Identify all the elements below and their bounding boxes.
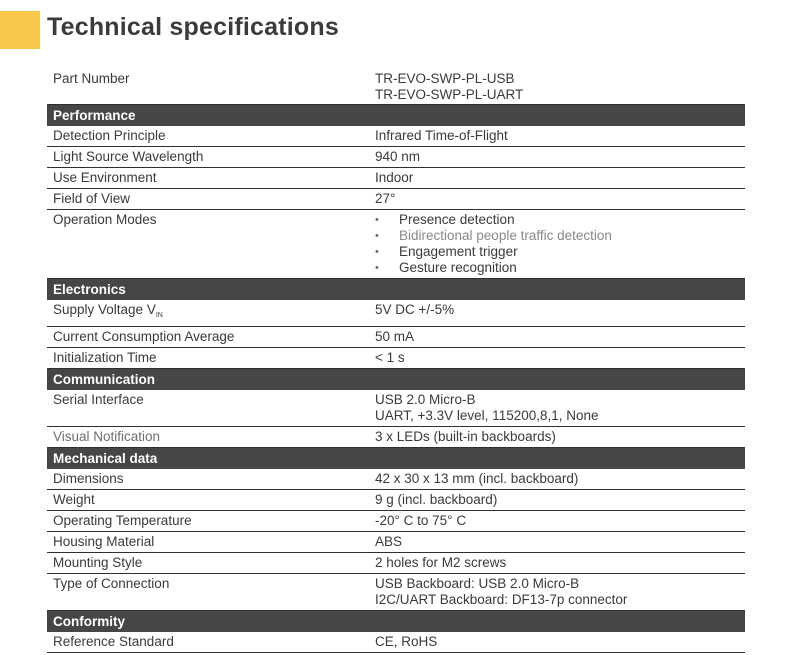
- part-number-usb: TR-EVO-SWP-PL-USB: [375, 71, 515, 86]
- row-value: 2 holes for M2 screws: [375, 555, 507, 570]
- row-value: [375, 576, 745, 608]
- row-reference-standard: [47, 632, 745, 653]
- section-electronics: Electronics: [47, 279, 745, 300]
- row-label: Field of View: [53, 191, 131, 206]
- row-label: Current Consumption Average: [53, 329, 235, 344]
- row-value: [375, 392, 745, 424]
- row-label: Operating Temperature: [53, 513, 192, 528]
- row-label: Use Environment: [53, 170, 157, 185]
- list-item: • Gesture recognition: [375, 260, 745, 276]
- row-field-of-view: [47, 189, 745, 210]
- row-label: Reference Standard: [53, 634, 174, 649]
- row-value: 3 x LEDs (built-in backboards): [375, 429, 556, 444]
- row-value: CE, RoHS: [375, 634, 438, 649]
- row-value: 9 g (incl. backboard): [375, 492, 498, 507]
- row-use-environment: [47, 168, 745, 189]
- supply-voltage-subscript: IN: [155, 312, 163, 319]
- row-detection-principle: [47, 126, 745, 147]
- row-label: Detection Principle: [53, 128, 166, 143]
- list-item: • Presence detection: [375, 212, 745, 228]
- connection-line: I2C/UART Backboard: DF13-7p connector: [375, 592, 628, 607]
- row-label: Mounting Style: [53, 555, 143, 570]
- row-part-number: [47, 68, 745, 105]
- row-value: [375, 71, 745, 103]
- row-value: 940 nm: [375, 149, 421, 164]
- row-weight: [47, 490, 745, 511]
- row-value: 5V DC +/-5%: [375, 302, 455, 317]
- row-label: Operation Modes: [53, 212, 157, 227]
- row-operating-temperature: [47, 511, 745, 532]
- row-value: 50 mA: [375, 329, 415, 344]
- row-label: Light Source Wavelength: [53, 149, 204, 164]
- section-communication: Communication: [47, 369, 745, 390]
- row-mounting-style: [47, 553, 745, 574]
- connection-line: USB Backboard: USB 2.0 Micro-B: [375, 576, 580, 591]
- part-number-uart: TR-EVO-SWP-PL-UART: [375, 87, 524, 102]
- row-label: Part Number: [53, 71, 130, 86]
- row-wavelength: [47, 147, 745, 168]
- row-label: Type of Connection: [53, 576, 170, 591]
- spec-table: [47, 68, 745, 653]
- section-conformity: Conformity: [47, 611, 745, 632]
- row-value: Indoor: [375, 170, 414, 185]
- list-item: • Engagement trigger: [375, 244, 745, 260]
- row-value: 42 x 30 x 13 mm (incl. backboard): [375, 471, 579, 486]
- row-label: Serial Interface: [53, 392, 144, 407]
- row-label: Dimensions: [53, 471, 124, 486]
- section-performance: Performance: [47, 105, 745, 126]
- row-dimensions: [47, 469, 745, 490]
- row-serial-interface: [47, 390, 745, 427]
- page-title: Technical specifications: [47, 13, 339, 41]
- row-label: Visual Notification: [53, 429, 161, 444]
- row-housing-material: [47, 532, 745, 553]
- row-value: < 1 s: [375, 350, 405, 365]
- row-value: -20° C to 75° C: [375, 513, 467, 528]
- row-type-of-connection: [47, 574, 745, 611]
- row-operation-modes: [47, 210, 745, 279]
- row-value: [375, 212, 745, 276]
- row-value: ABS: [375, 534, 403, 549]
- operation-modes-list: [375, 212, 745, 276]
- row-label: Initialization Time: [53, 350, 157, 365]
- list-item: • Bidirectional people traffic detection: [375, 228, 745, 244]
- row-initialization-time: [47, 348, 745, 369]
- row-label: [53, 302, 375, 324]
- row-current-consumption: [47, 327, 745, 348]
- row-value: 27°: [375, 191, 396, 206]
- serial-interface-line: UART, +3.3V level, 115200,8,1, None: [375, 408, 599, 423]
- row-supply-voltage: [47, 300, 745, 327]
- row-visual-notification: [47, 427, 745, 448]
- section-mechanical: Mechanical data: [47, 448, 745, 469]
- row-label: Housing Material: [53, 534, 155, 549]
- serial-interface-line: USB 2.0 Micro-B: [375, 392, 476, 407]
- title-accent-block: [0, 11, 40, 49]
- supply-voltage-label: Supply Voltage V: [53, 302, 156, 317]
- row-value: Infrared Time-of-Flight: [375, 128, 508, 143]
- row-label: Weight: [53, 492, 95, 507]
